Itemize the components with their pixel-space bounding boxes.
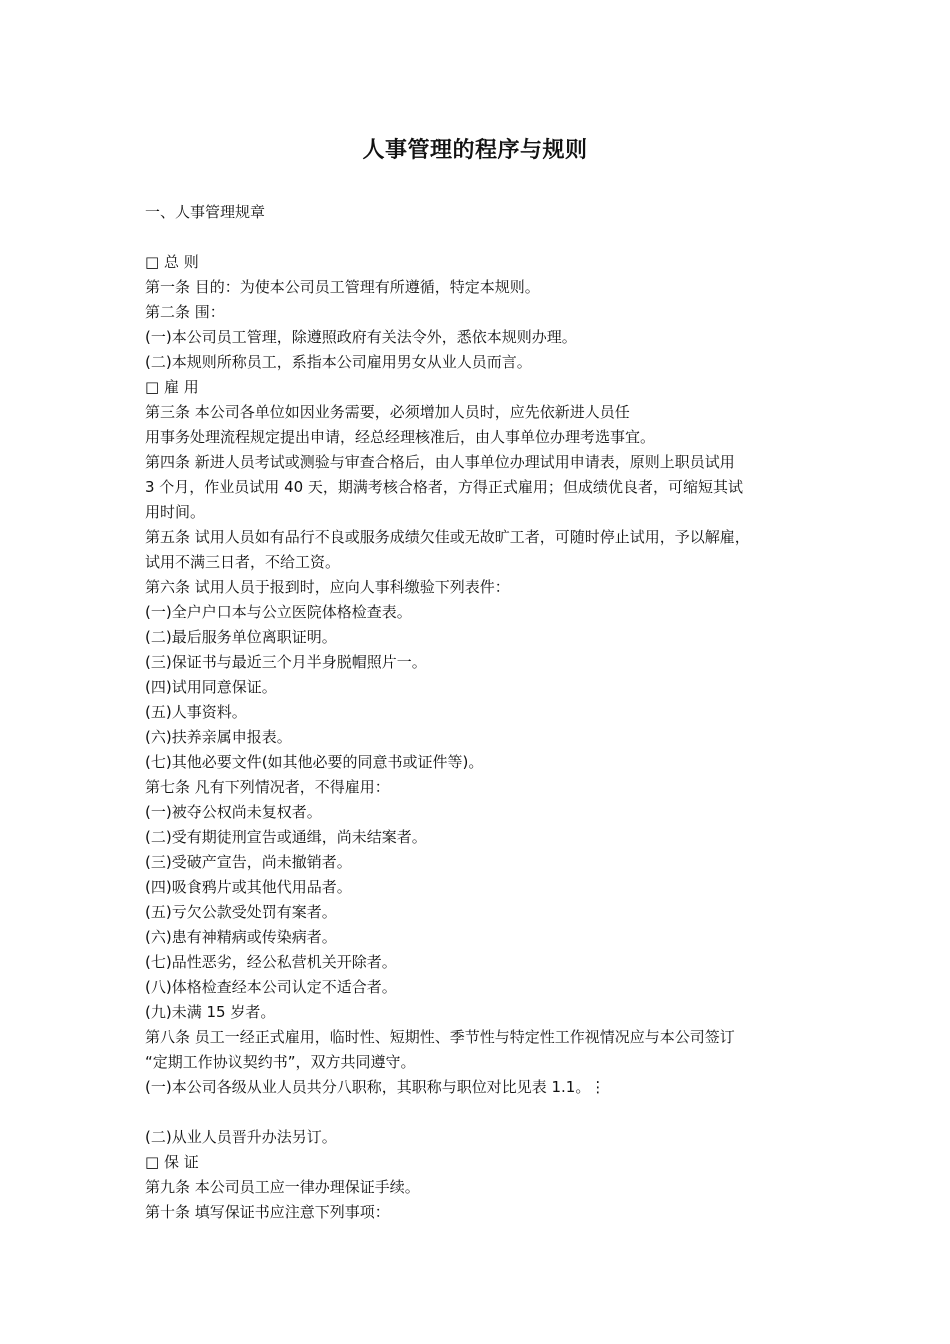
- text-line: 第十条 填写保证书应注意下列事项：: [145, 1203, 390, 1221]
- text-line: □ 保 证: [145, 1153, 199, 1171]
- document-title: 人事管理的程序与规则: [362, 138, 588, 163]
- blank-line: [145, 1100, 825, 1125]
- text-line: 试用不满三日者，不给工资。: [145, 553, 341, 571]
- text-line: “定期工作协议契约书”，双方共同遵守。: [145, 1053, 416, 1071]
- text-line: □ 总 则: [145, 253, 199, 271]
- text-line: (一)全户户口本与公立医院体格检查表。: [145, 603, 412, 621]
- text-line: (一)本公司各级从业人员共分八职称，其职称与职位对比见表 1.1。⋮: [145, 1078, 606, 1096]
- text-line: 第二条 围：: [145, 303, 225, 321]
- text-line: 用事务处理流程规定提出申请，经总经理核准后，由人事单位办理考选事宜。: [145, 428, 656, 446]
- text-line: (七)品性恶劣，经公私营机关开除者。: [145, 953, 397, 971]
- text-line: 第四条 新进人员考试或测验与审查合格后，由人事单位办理试用申请表，原则上职员试用: [145, 453, 735, 471]
- text-line: (九)未满 15 岁者。: [145, 1003, 276, 1021]
- text-line: 一、人事管理规章: [145, 203, 266, 221]
- text-line: (五)人事资料。: [145, 703, 247, 721]
- text-line: (三)受破产宣告，尚未撤销者。: [145, 853, 352, 871]
- text-line: (七)其他必要文件(如其他必要的同意书或证件等)。: [145, 753, 484, 771]
- text-line: 用时间。: [145, 503, 206, 521]
- text-line: 第六条 试用人员于报到时，应向人事科缴验下列表件：: [145, 578, 510, 596]
- text-line: (一)本公司员工管理，除遵照政府有关法令外，悉依本规则办理。: [145, 328, 577, 346]
- text-line: (二)本规则所称员工，系指本公司雇用男女从业人员而言。: [145, 353, 532, 371]
- text-line: (三)保证书与最近三个月半身脱帽照片一。: [145, 653, 427, 671]
- text-line: 3 个月，作业员试用 40 天，期满考核合格者，方得正式雇用；但成绩优良者，可缩短其试: [145, 478, 743, 496]
- text-line: (四)试用同意保证。: [145, 678, 277, 696]
- text-line: 第五条 试用人员如有品行不良或服务成绩欠佳或无故旷工者，可随时停止试用，予以解雇，: [145, 528, 750, 546]
- text-line: (二)受有期徒刑宣告或通缉，尚未结案者。: [145, 828, 427, 846]
- text-line: 第一条 目的：为使本公司员工管理有所遵循，特定本规则。: [145, 278, 540, 296]
- text-line: (五)亏欠公款受处罚有案者。: [145, 903, 337, 921]
- text-line: (六)扶养亲属申报表。: [145, 728, 292, 746]
- text-line: (四)吸食鸦片或其他代用品者。: [145, 878, 352, 896]
- blank-line: [145, 225, 825, 250]
- text-line: 第三条 本公司各单位如因业务需要，必须增加人员时，应先依新进人员任: [145, 403, 630, 421]
- text-line: 第九条 本公司员工应一律办理保证手续。: [145, 1178, 420, 1196]
- text-line: 第七条 凡有下列情况者，不得雇用：: [145, 778, 390, 796]
- text-line: □ 雇 用: [145, 378, 199, 396]
- text-line: (八)体格检查经本公司认定不适合者。: [145, 978, 397, 996]
- text-line: (一)被夺公权尚未复权者。: [145, 803, 322, 821]
- text-line: 第八条 员工一经正式雇用，临时性、短期性、季节性与特定性工作视情况应与本公司签订: [145, 1028, 735, 1046]
- document-body: [145, 200, 825, 1225]
- text-line: (二)从业人员晋升办法另订。: [145, 1128, 337, 1146]
- text-line: (六)患有神精病或传染病者。: [145, 928, 337, 946]
- text-line: (二)最后服务单位离职证明。: [145, 628, 337, 646]
